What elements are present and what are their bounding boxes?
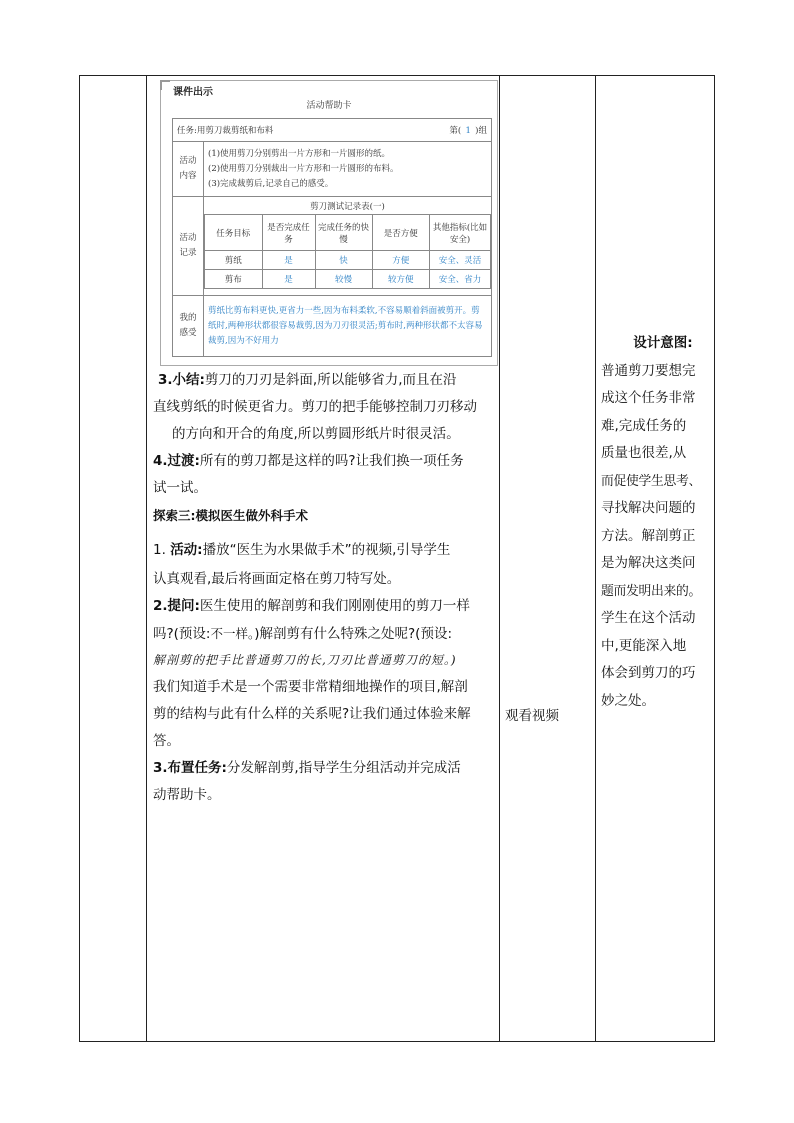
task-label: 任务:用剪刀裁剪纸和布料 bbox=[177, 126, 274, 136]
group-suffix: )组 bbox=[475, 126, 487, 136]
design-line: 质量也很差,从 bbox=[601, 445, 687, 461]
feel-text: 剪纸比剪布料更快,更省力一些,因为布料柔软,不容易顺着斜面被剪开。剪纸时,两种形状都很容易裁剪,因为刀刃很灵活;剪布时,两种形状都不太容易裁剪,因为不好用力 bbox=[204, 296, 492, 357]
card-corner-mark bbox=[160, 80, 170, 90]
summary-line-3: 的方向和开合的角度,所以剪圆形纸片时很灵活。 bbox=[172, 426, 460, 442]
record-label: 活动记录 bbox=[173, 197, 204, 296]
design-line: 成这个任务非常 bbox=[601, 390, 696, 406]
activity-prefix: 1. bbox=[153, 542, 166, 558]
ask-line-5: 剪的结构与此有什么样的关系呢?让我们通过体验来解 bbox=[153, 706, 471, 722]
design-line: 体会到剪刀的巧 bbox=[601, 665, 696, 681]
column-divider-2 bbox=[499, 75, 500, 1042]
transition-text: 所有的剪刀都是这样的吗?让我们换一项任务 bbox=[199, 453, 464, 469]
record-cell bbox=[204, 197, 492, 296]
ask-line-6: 答。 bbox=[153, 733, 180, 749]
assign-line-2: 动帮助卡。 bbox=[153, 787, 221, 803]
activity-head: 活动: bbox=[170, 542, 203, 558]
design-title: 设计意图: bbox=[633, 335, 693, 351]
ask-head: 2.提问: bbox=[153, 598, 200, 614]
feel-label: 我的感受 bbox=[173, 296, 204, 357]
explore-title: 探索三:模拟医生做外科手术 bbox=[153, 508, 308, 523]
record-header: 任务目标 bbox=[205, 215, 263, 251]
content-label: 活动内容 bbox=[173, 142, 204, 197]
record-header: 是否方便 bbox=[372, 215, 430, 251]
summary-text: 剪刀的刀刃是斜面,所以能够省力,而且在沿 bbox=[204, 372, 457, 388]
ask-preset-2: 解剖剪的把手比普通剪刀的长,刀刃比普通剪刀的短。) bbox=[153, 653, 457, 667]
assign-head: 3.布置任务: bbox=[153, 760, 227, 776]
content-line: (3)完成裁剪后,记录自己的感受。 bbox=[208, 178, 334, 189]
activity-card-table bbox=[172, 118, 492, 357]
activity-line-1 bbox=[153, 537, 450, 564]
content-line: (1)使用剪刀分别剪出一片方形和一片圆形的纸。 bbox=[208, 148, 391, 159]
design-line: 难,完成任务的 bbox=[601, 417, 687, 434]
record-cell-convenient: 较方便 bbox=[372, 270, 430, 289]
design-line: 是为解决这类问 bbox=[601, 555, 696, 571]
design-intent bbox=[601, 330, 709, 715]
task-cell bbox=[173, 119, 492, 142]
record-cell-speed: 较慢 bbox=[315, 270, 372, 289]
transition-line-1 bbox=[153, 448, 464, 475]
assign-text: 分发解剖剪,指导学生分组活动并完成活 bbox=[226, 760, 461, 776]
record-cell-done: 是 bbox=[262, 270, 315, 289]
design-line: 寻找解决问题的 bbox=[601, 500, 696, 516]
record-title: 剪刀测试记录表(一) bbox=[310, 202, 385, 212]
group-num: 1 bbox=[465, 126, 471, 136]
record-table bbox=[204, 214, 491, 289]
card-tag: 课件出示 bbox=[170, 83, 216, 98]
design-line: 方法。解剖剪正 bbox=[601, 527, 696, 544]
design-line: 妙之处。 bbox=[601, 692, 655, 709]
design-line: 而促使学生思考、 bbox=[601, 473, 701, 489]
activity-text: 播放“医生为水果做手术”的视频,引导学生 bbox=[202, 542, 451, 558]
record-cell-other: 安全、省力 bbox=[430, 270, 491, 289]
design-line: 学生在这个活动 bbox=[601, 610, 696, 626]
content-cell bbox=[204, 142, 492, 197]
ask-text: 医生使用的解剖剪和我们刚刚使用的剪刀一样 bbox=[199, 598, 470, 614]
ask-line-1 bbox=[153, 593, 470, 620]
content-line: (2)使用剪刀分别裁出一片方形和一片圆形的布料。 bbox=[208, 163, 399, 174]
summary-head: 3.小结: bbox=[158, 372, 205, 388]
ask-preset-1: 不一样。 bbox=[210, 626, 255, 641]
design-line: 中,更能深入地 bbox=[601, 637, 687, 654]
column-divider-3 bbox=[595, 75, 596, 1042]
record-cell-speed: 快 bbox=[315, 251, 372, 270]
record-cell-other: 安全、灵活 bbox=[430, 251, 491, 270]
record-header: 完成任务的快慢 bbox=[315, 215, 372, 251]
student-activity: 观看视频 bbox=[505, 708, 559, 724]
record-header: 其他指标(比如安全) bbox=[430, 215, 491, 251]
group-prefix: 第( bbox=[449, 126, 462, 136]
transition-line-2: 试一试。 bbox=[153, 480, 207, 496]
record-cell-convenient: 方便 bbox=[372, 251, 430, 270]
card-title: 活动帮助卡 bbox=[306, 101, 352, 111]
summary-line-2: 直线剪纸的时候更省力。剪刀的把手能够控制刀刃移动 bbox=[153, 399, 477, 415]
ask-text-2c: )解剖剪有什么特殊之处呢?(预设: bbox=[254, 626, 452, 642]
ask-line-4: 我们知道手术是一个需要非常精细地操作的项目,解剖 bbox=[153, 679, 468, 695]
group-number bbox=[449, 124, 487, 136]
record-cell-target: 剪纸 bbox=[205, 251, 263, 270]
assign-line-1 bbox=[153, 755, 461, 782]
ask-text-2a: 吗?(预设: bbox=[153, 626, 211, 642]
activity-line-2: 认真观看,最后将画面定格在剪刀特写处。 bbox=[153, 571, 401, 587]
column-divider-1 bbox=[146, 75, 147, 1042]
ask-line-2 bbox=[153, 620, 452, 648]
transition-head: 4.过渡: bbox=[153, 453, 200, 469]
summary-line-1 bbox=[158, 367, 457, 394]
design-line: 题而发明出来的。 bbox=[601, 583, 701, 599]
record-header: 是否完成任务 bbox=[262, 215, 315, 251]
record-cell-target: 剪布 bbox=[205, 270, 263, 289]
record-cell-done: 是 bbox=[262, 251, 315, 270]
design-line: 普通剪刀要想完 bbox=[601, 362, 696, 379]
